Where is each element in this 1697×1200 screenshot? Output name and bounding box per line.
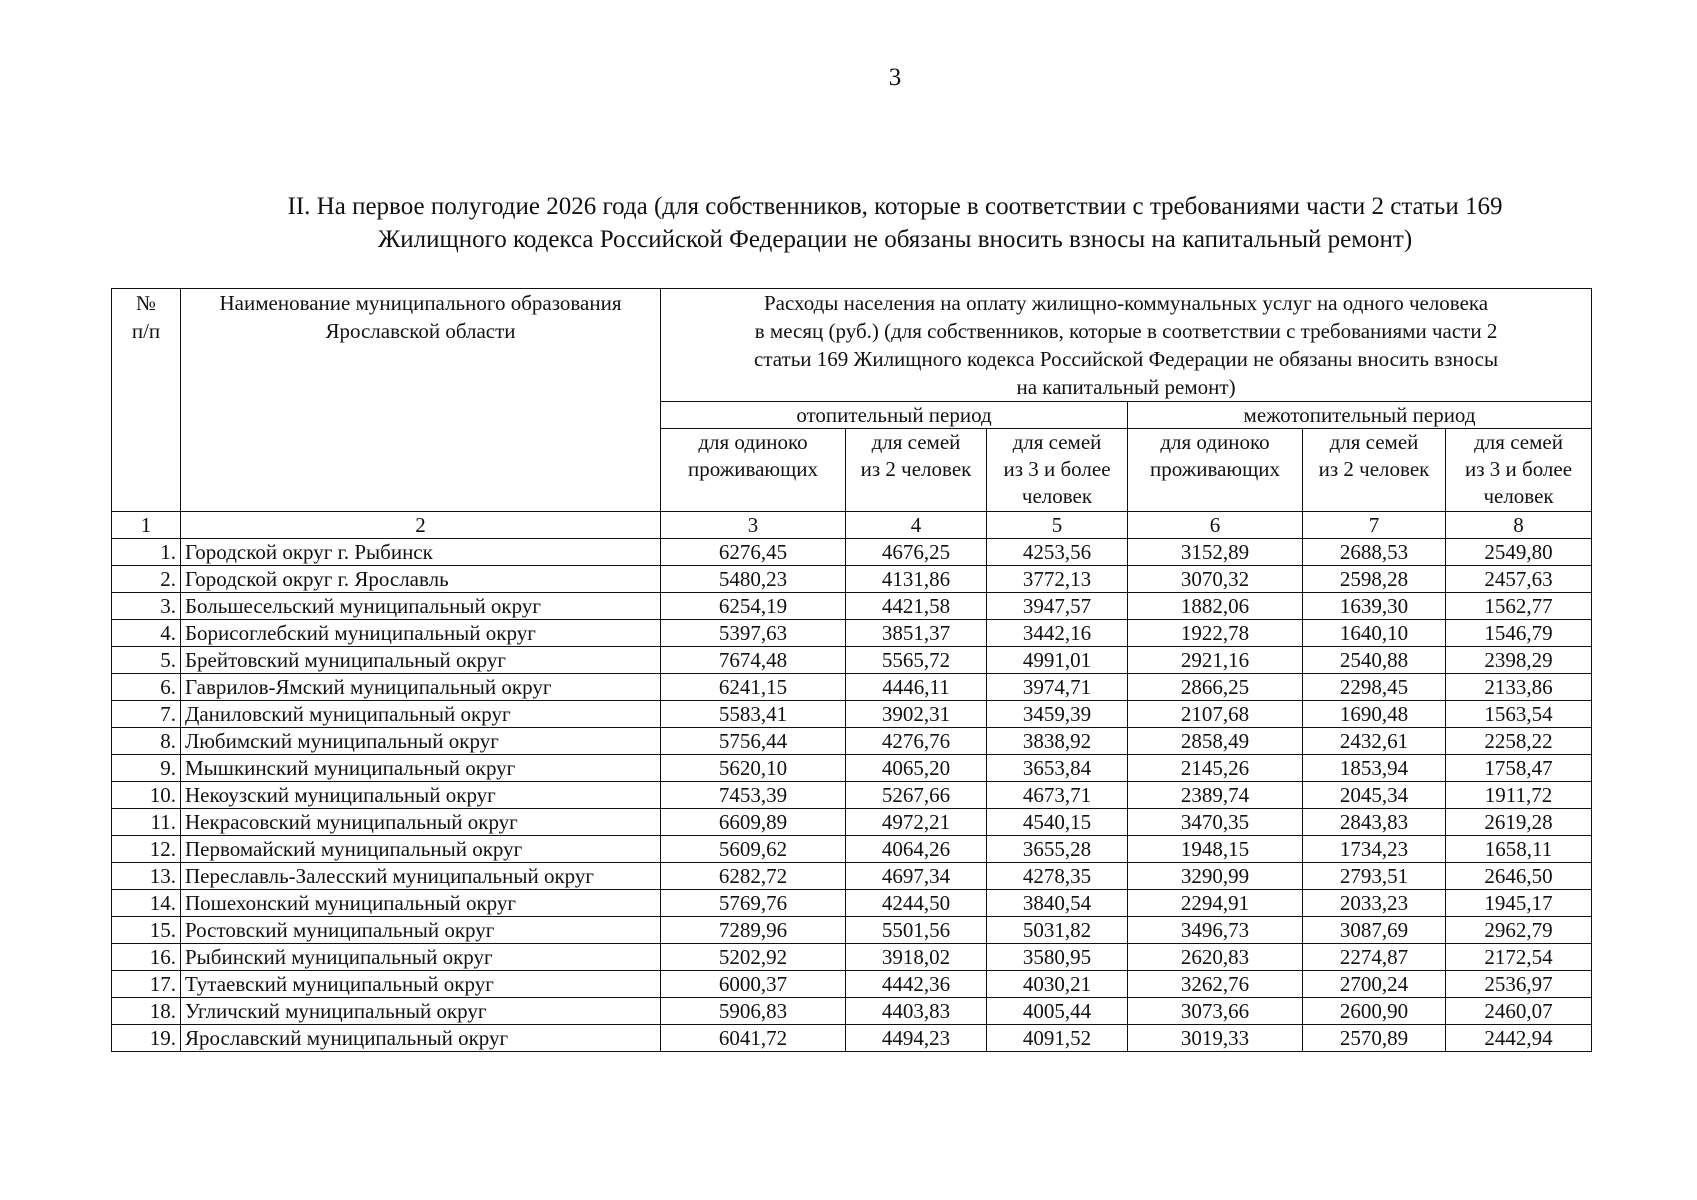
- header-municipality: [181, 289, 661, 512]
- header-municipality-line-1: Наименование муниципального образования: [219, 291, 622, 315]
- expense-value: 1563,54: [1446, 701, 1592, 728]
- expense-value: 1734,23: [1303, 836, 1446, 863]
- column-number: 5: [987, 512, 1128, 539]
- expenses-table: [111, 288, 1592, 1052]
- header-sub-line: проживающих: [1149, 457, 1281, 481]
- expense-value: 3087,69: [1303, 917, 1446, 944]
- header-heating-period: отопительный период: [661, 402, 1128, 429]
- expense-value: 2172,54: [1446, 944, 1592, 971]
- expense-value: 6282,72: [661, 863, 846, 890]
- municipality-name: Ростовский муниципальный округ: [181, 917, 661, 944]
- expense-value: 2549,80: [1446, 539, 1592, 566]
- column-number: 7: [1303, 512, 1446, 539]
- municipality-name: Пошехонский муниципальный округ: [181, 890, 661, 917]
- expense-value: 2962,79: [1446, 917, 1592, 944]
- expense-value: 3290,99: [1128, 863, 1303, 890]
- header-sub-line: для семей: [1474, 430, 1563, 454]
- municipality-name: Мышкинский муниципальный округ: [181, 755, 661, 782]
- expense-value: 4442,36: [846, 971, 987, 998]
- header-sub-line: для одиноко: [1160, 430, 1270, 454]
- municipality-name: Некрасовский муниципальный округ: [181, 809, 661, 836]
- expense-value: 3070,32: [1128, 566, 1303, 593]
- expense-value: 7453,39: [661, 782, 846, 809]
- municipality-name: Первомайский муниципальный округ: [181, 836, 661, 863]
- expense-value: 5480,23: [661, 566, 846, 593]
- expense-value: 2460,07: [1446, 998, 1592, 1025]
- expense-value: 2274,87: [1303, 944, 1446, 971]
- municipality-name: Ярославский муниципальный округ: [181, 1025, 661, 1052]
- expense-value: 5583,41: [661, 701, 846, 728]
- expense-value: 2442,94: [1446, 1025, 1592, 1052]
- row-number: 3.: [112, 593, 181, 620]
- expense-value: 1546,79: [1446, 620, 1592, 647]
- column-number: 6: [1128, 512, 1303, 539]
- header-non-heating-single: [1128, 429, 1303, 512]
- row-number: 14.: [112, 890, 181, 917]
- expense-value: 4030,21: [987, 971, 1128, 998]
- column-number: 8: [1446, 512, 1592, 539]
- expense-value: 1922,78: [1128, 620, 1303, 647]
- heading-line-2: Жилищного кодекса Российской Федерации не обязаны вносить взносы на капитальный ремонт): [377, 226, 1413, 253]
- expense-value: 5756,44: [661, 728, 846, 755]
- expense-value: 4278,35: [987, 863, 1128, 890]
- expense-value: 2620,83: [1128, 944, 1303, 971]
- expense-value: 1690,48: [1303, 701, 1446, 728]
- expense-value: 2045,34: [1303, 782, 1446, 809]
- expense-value: 3262,76: [1128, 971, 1303, 998]
- expense-value: 2432,61: [1303, 728, 1446, 755]
- expense-value: 2793,51: [1303, 863, 1446, 890]
- row-number: 19.: [112, 1025, 181, 1052]
- table-row: [112, 863, 1592, 890]
- header-non-heating-three: [1446, 429, 1592, 512]
- expense-value: 2033,23: [1303, 890, 1446, 917]
- header-sub-line: для семей: [1012, 430, 1102, 454]
- expense-value: 4673,71: [987, 782, 1128, 809]
- expense-value: 4253,56: [987, 539, 1128, 566]
- expense-value: 5769,76: [661, 890, 846, 917]
- row-number: 5.: [112, 647, 181, 674]
- expense-value: 1640,10: [1303, 620, 1446, 647]
- expense-value: 3974,71: [987, 674, 1128, 701]
- expense-value: 2866,25: [1128, 674, 1303, 701]
- expense-value: 4131,86: [846, 566, 987, 593]
- expense-value: 4446,11: [846, 674, 987, 701]
- table-row: [112, 944, 1592, 971]
- expense-value: 2133,86: [1446, 674, 1592, 701]
- expense-value: 6000,37: [661, 971, 846, 998]
- expense-value: 3459,39: [987, 701, 1128, 728]
- table-row: [112, 674, 1592, 701]
- table-row: [112, 782, 1592, 809]
- header-expenses: [661, 289, 1592, 402]
- expense-value: 5031,82: [987, 917, 1128, 944]
- header-number-line-1: №: [135, 291, 157, 315]
- page-number: 3: [888, 64, 902, 91]
- section-heading: [130, 190, 1660, 256]
- expense-value: 5397,63: [661, 620, 846, 647]
- expense-value: 4494,23: [846, 1025, 987, 1052]
- expense-value: 2107,68: [1128, 701, 1303, 728]
- column-number: 1: [112, 512, 181, 539]
- expense-value: 2540,88: [1303, 647, 1446, 674]
- expense-value: 2619,28: [1446, 809, 1592, 836]
- column-number-row: [112, 512, 1592, 539]
- expense-value: 6609,89: [661, 809, 846, 836]
- row-number: 2.: [112, 566, 181, 593]
- header-row-1: [112, 289, 1592, 402]
- expense-value: 2258,22: [1446, 728, 1592, 755]
- expense-value: 4244,50: [846, 890, 987, 917]
- expense-value: 3073,66: [1128, 998, 1303, 1025]
- expense-value: 5609,62: [661, 836, 846, 863]
- table-row: [112, 1025, 1592, 1052]
- expense-value: 5202,92: [661, 944, 846, 971]
- expense-value: 2646,50: [1446, 863, 1592, 890]
- expense-value: 3655,28: [987, 836, 1128, 863]
- expense-value: 7289,96: [661, 917, 846, 944]
- header-number: [112, 289, 181, 512]
- header-sub-line: из 2 человек: [1318, 457, 1430, 481]
- expense-value: 2600,90: [1303, 998, 1446, 1025]
- expense-value: 2145,26: [1128, 755, 1303, 782]
- table-row: [112, 701, 1592, 728]
- expense-value: 3851,37: [846, 620, 987, 647]
- row-number: 6.: [112, 674, 181, 701]
- municipality-name: Угличский муниципальный округ: [181, 998, 661, 1025]
- expense-value: 5906,83: [661, 998, 846, 1025]
- expense-value: 6241,15: [661, 674, 846, 701]
- table-row: [112, 917, 1592, 944]
- municipality-name: Гаврилов-Ямский муниципальный округ: [181, 674, 661, 701]
- expense-value: 6276,45: [661, 539, 846, 566]
- header-expenses-line-3: статьи 169 Жилищного кодекса Российской Федерации не обязаны вносить взносы: [754, 347, 1499, 371]
- expense-value: 3918,02: [846, 944, 987, 971]
- expense-value: 6254,19: [661, 593, 846, 620]
- expense-value: 1882,06: [1128, 593, 1303, 620]
- header-sub-line: для одиноко: [698, 430, 808, 454]
- expense-value: 3496,73: [1128, 917, 1303, 944]
- expense-value: 3152,89: [1128, 539, 1303, 566]
- expense-value: 3442,16: [987, 620, 1128, 647]
- row-number: 4.: [112, 620, 181, 647]
- row-number: 12.: [112, 836, 181, 863]
- table-row: [112, 836, 1592, 863]
- header-heating-three: [987, 429, 1128, 512]
- header-expenses-line-2: в месяц (руб.) (для собственников, которые в соответствии с требованиями части 2: [754, 319, 1498, 343]
- row-number: 15.: [112, 917, 181, 944]
- table-row: [112, 566, 1592, 593]
- municipality-name: Большесельский муниципальный округ: [181, 593, 661, 620]
- expense-value: 4276,76: [846, 728, 987, 755]
- expense-value: 4091,52: [987, 1025, 1128, 1052]
- table-row: [112, 998, 1592, 1025]
- expense-value: 2858,49: [1128, 728, 1303, 755]
- header-sub-line: для семей: [1329, 430, 1419, 454]
- expense-value: 2598,28: [1303, 566, 1446, 593]
- expense-value: 4065,20: [846, 755, 987, 782]
- header-sub-line: для семей: [871, 430, 961, 454]
- expense-value: 1945,17: [1446, 890, 1592, 917]
- table-row: [112, 620, 1592, 647]
- header-expenses-line-1: Расходы населения на оплату жилищно-коммунальных услуг на одного человека: [763, 291, 1489, 315]
- expense-value: 2457,63: [1446, 566, 1592, 593]
- expense-value: 2843,83: [1303, 809, 1446, 836]
- expense-value: 1948,15: [1128, 836, 1303, 863]
- expense-value: 1639,30: [1303, 593, 1446, 620]
- column-number: 2: [181, 512, 661, 539]
- expense-value: 4403,83: [846, 998, 987, 1025]
- expense-value: 7674,48: [661, 647, 846, 674]
- municipality-name: Рыбинский муниципальный округ: [181, 944, 661, 971]
- expense-value: 1911,72: [1446, 782, 1592, 809]
- expense-value: 3772,13: [987, 566, 1128, 593]
- expense-value: 3470,35: [1128, 809, 1303, 836]
- expense-value: 2700,24: [1303, 971, 1446, 998]
- header-municipality-line-2: Ярославской области: [325, 319, 516, 343]
- municipality-name: Городской округ г. Ярославль: [181, 566, 661, 593]
- header-heating-two: [846, 429, 987, 512]
- municipality-name: Брейтовский муниципальный округ: [181, 647, 661, 674]
- expense-value: 5620,10: [661, 755, 846, 782]
- table-row: [112, 890, 1592, 917]
- municipality-name: Даниловский муниципальный округ: [181, 701, 661, 728]
- expense-value: 2688,53: [1303, 539, 1446, 566]
- header-heating-single: [661, 429, 846, 512]
- municipality-name: Тутаевский муниципальный округ: [181, 971, 661, 998]
- expense-value: 1562,77: [1446, 593, 1592, 620]
- row-number: 10.: [112, 782, 181, 809]
- header-sub-line: проживающих: [687, 457, 819, 481]
- expense-value: 3653,84: [987, 755, 1128, 782]
- header-sub-line: из 3 и более: [1465, 457, 1573, 481]
- column-number: 4: [846, 512, 987, 539]
- expense-value: 3838,92: [987, 728, 1128, 755]
- header-non-heating-period: межотопительный период: [1128, 402, 1592, 429]
- header-non-heating-two: [1303, 429, 1446, 512]
- row-number: 16.: [112, 944, 181, 971]
- header-number-line-2: п/п: [131, 319, 161, 343]
- column-number: 3: [661, 512, 846, 539]
- municipality-name: Борисоглебский муниципальный округ: [181, 620, 661, 647]
- row-number: 11.: [112, 809, 181, 836]
- expense-value: 2294,91: [1128, 890, 1303, 917]
- expense-value: 5501,56: [846, 917, 987, 944]
- heading-line-1: II. На первое полугодие 2026 года (для собственников, которые в соответствии с требованиями части 2 статьи 169: [287, 193, 1503, 220]
- table-row: [112, 593, 1592, 620]
- table-row: [112, 539, 1592, 566]
- expense-value: 1758,47: [1446, 755, 1592, 782]
- expense-value: 4676,25: [846, 539, 987, 566]
- row-number: 7.: [112, 701, 181, 728]
- expense-value: 1658,11: [1446, 836, 1592, 863]
- municipality-name: Переславль-Залесский муниципальный округ: [181, 863, 661, 890]
- expense-value: 4972,21: [846, 809, 987, 836]
- header-sub-line: человек: [1483, 484, 1554, 508]
- expense-value: 4064,26: [846, 836, 987, 863]
- table-row: [112, 755, 1592, 782]
- expense-value: 4540,15: [987, 809, 1128, 836]
- row-number: 17.: [112, 971, 181, 998]
- header-sub-line: человек: [1021, 484, 1093, 508]
- table-row: [112, 971, 1592, 998]
- expense-value: 3902,31: [846, 701, 987, 728]
- row-number: 13.: [112, 863, 181, 890]
- table-row: [112, 647, 1592, 674]
- expense-value: 4005,44: [987, 998, 1128, 1025]
- row-number: 18.: [112, 998, 181, 1025]
- row-number: 9.: [112, 755, 181, 782]
- header-sub-line: из 3 и более: [1003, 457, 1111, 481]
- expense-value: 4421,58: [846, 593, 987, 620]
- expense-value: 5565,72: [846, 647, 987, 674]
- expense-value: 4697,34: [846, 863, 987, 890]
- row-number: 8.: [112, 728, 181, 755]
- expense-value: 2921,16: [1128, 647, 1303, 674]
- header-sub-line: из 2 человек: [860, 457, 972, 481]
- expense-value: 3947,57: [987, 593, 1128, 620]
- municipality-name: Любимский муниципальный округ: [181, 728, 661, 755]
- municipality-name: Некоузский муниципальный округ: [181, 782, 661, 809]
- expense-value: 3580,95: [987, 944, 1128, 971]
- expense-value: 2398,29: [1446, 647, 1592, 674]
- expense-value: 2536,97: [1446, 971, 1592, 998]
- table-row: [112, 728, 1592, 755]
- expense-value: 3840,54: [987, 890, 1128, 917]
- table-row: [112, 809, 1592, 836]
- row-number: 1.: [112, 539, 181, 566]
- expense-value: 1853,94: [1303, 755, 1446, 782]
- expense-value: 2389,74: [1128, 782, 1303, 809]
- expense-value: 4991,01: [987, 647, 1128, 674]
- expense-value: 2298,45: [1303, 674, 1446, 701]
- expense-value: 6041,72: [661, 1025, 846, 1052]
- expense-value: 2570,89: [1303, 1025, 1446, 1052]
- expense-value: 5267,66: [846, 782, 987, 809]
- expense-value: 3019,33: [1128, 1025, 1303, 1052]
- header-expenses-line-4: на капитальный ремонт): [1016, 375, 1236, 399]
- municipality-name: Городской округ г. Рыбинск: [181, 539, 661, 566]
